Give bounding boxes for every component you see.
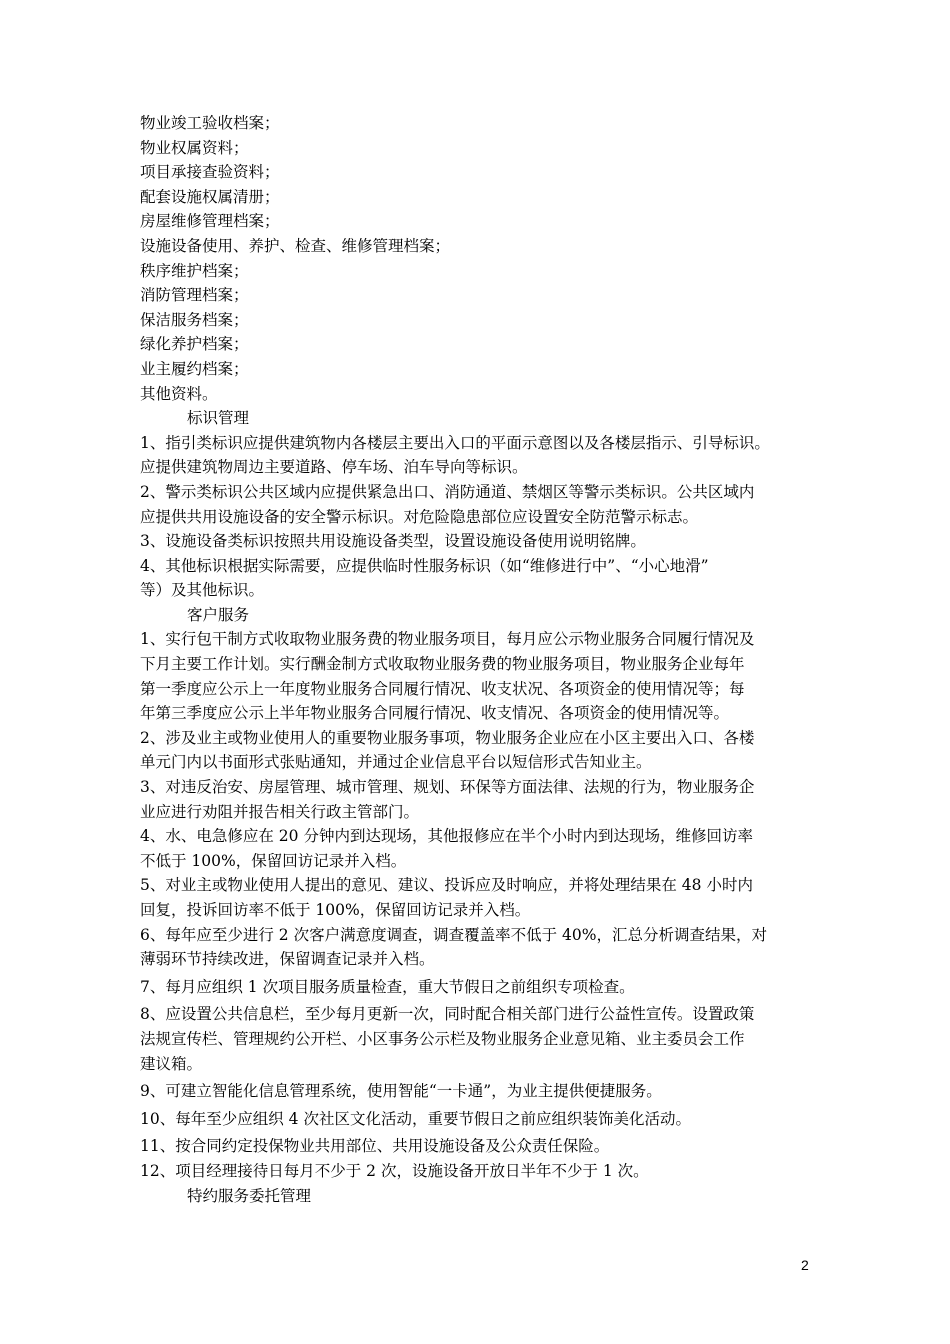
paragraph-line: 9、可建立智能化信息管理系统，使用智能“一卡通”，为业主提供便捷服务。 bbox=[140, 1082, 662, 1101]
paragraph-line: 应提供建筑物周边主要道路、停车场、泊车导向等标识。 bbox=[140, 458, 528, 477]
paragraph-line: 薄弱环节持续改进，保留调查记录并入档。 bbox=[140, 950, 435, 969]
signage-list bbox=[140, 431, 830, 603]
paragraph-line: 年第三季度应公示上半年物业服务合同履行情况、收支情况、各项资金的使用情况等。 bbox=[140, 704, 730, 723]
paragraph-line: 1、实行包干制方式收取物业服务费的物业服务项目，每月应公示物业服务合同履行情况及 bbox=[140, 630, 755, 649]
paragraph-line: 1、指引类标识应提供建筑物内各楼层主要出入口的平面示意图以及各楼层指示、引导标识。 bbox=[140, 433, 770, 452]
page-number: 2 bbox=[801, 1257, 809, 1273]
archive-item: 配套设施权属清册； bbox=[140, 187, 280, 206]
archive-item: 消防管理档案； bbox=[140, 286, 249, 305]
list-item bbox=[140, 1159, 830, 1184]
archive-item: 设施设备使用、养护、检查、维修管理档案； bbox=[140, 236, 451, 255]
section-heading-signage: 标识管理 bbox=[187, 409, 250, 428]
customer-service-list bbox=[140, 627, 830, 1183]
archive-item: 物业权属资料； bbox=[140, 138, 249, 157]
archive-item: 业主履约档案； bbox=[140, 359, 249, 378]
archive-list bbox=[140, 111, 830, 406]
paragraph-line: 7、每月应组织 1 次项目服务质量检查，重大节假日之前组织专项检查。 bbox=[140, 977, 635, 996]
paragraph-line: 建议箱。 bbox=[140, 1054, 203, 1073]
list-item bbox=[140, 1107, 830, 1132]
list-item bbox=[140, 1134, 830, 1159]
archive-item: 秩序维护档案； bbox=[140, 261, 249, 280]
paragraph-line: 业应进行劝阻并报告相关行政主管部门。 bbox=[140, 802, 420, 821]
paragraph-line: 4、水、电急修应在 20 分钟内到达现场，其他报修应在半个小时内到达现场，维修回访率 bbox=[140, 827, 753, 846]
archive-item: 房屋维修管理档案； bbox=[140, 212, 280, 231]
paragraph-line: 回复，投诉回访率不低于 100%，保留回访记录并入档。 bbox=[140, 901, 531, 919]
archive-item: 项目承接查验资料； bbox=[140, 163, 280, 182]
list-item bbox=[140, 975, 830, 1000]
paragraph-line: 3、对违反治安、房屋管理、城市管理、规划、环保等方面法律、法规的行为，物业服务企 bbox=[140, 778, 755, 797]
archive-item: 绿化养护档案； bbox=[140, 335, 249, 354]
list-item bbox=[140, 480, 830, 529]
list-item bbox=[140, 923, 830, 972]
paragraph-line: 10、每年至少应组织 4 次社区文化活动，重要节假日之前应组织装饰美化活动。 bbox=[140, 1109, 691, 1128]
list-item bbox=[140, 431, 830, 480]
body-text bbox=[140, 111, 830, 1208]
list-item bbox=[140, 1002, 830, 1076]
paragraph-line: 2、涉及业主或物业使用人的重要物业服务事项，物业服务企业应在小区主要出入口、各楼 bbox=[140, 728, 755, 747]
paragraph-line: 12、项目经理接待日每月不少于 2 次，设施设备开放日半年不少于 1 次。 bbox=[140, 1161, 649, 1180]
list-item bbox=[140, 824, 830, 873]
section-heading-special-service: 特约服务委托管理 bbox=[187, 1186, 312, 1205]
list-item bbox=[140, 529, 830, 554]
paragraph-line: 4、其他标识根据实际需要，应提供临时性服务标识（如“维修进行中”、“小心地滑” bbox=[140, 556, 709, 575]
list-item bbox=[140, 873, 830, 922]
paragraph-line: 5、对业主或物业使用人提出的意见、建议、投诉应及时响应，并将处理结果在 48 小时内 bbox=[140, 876, 753, 895]
paragraph-line: 6、每年应至少进行 2 次客户满意度调查，调查覆盖率不低于 40%，汇总分析调查结果，对 bbox=[140, 925, 767, 944]
paragraph-line: 11、按合同约定投保物业共用部位、共用设施设备及公众责任保险。 bbox=[140, 1137, 610, 1156]
paragraph-line: 8、应设置公共信息栏，至少每月更新一次，同时配合相关部门进行公益性宣传。设置政策 bbox=[140, 1005, 755, 1024]
paragraph-line: 单元门内以书面形式张贴通知，并通过企业信息平台以短信形式告知业主。 bbox=[140, 753, 652, 772]
list-item bbox=[140, 627, 830, 725]
paragraph-line: 3、设施设备类标识按照共用设施设备类型，设置设施设备使用说明铭牌。 bbox=[140, 532, 646, 551]
list-item bbox=[140, 1079, 830, 1104]
list-item bbox=[140, 775, 830, 824]
paragraph-line: 2、警示类标识公共区域内应提供紧急出口、消防通道、禁烟区等警示类标识。公共区域内 bbox=[140, 482, 755, 501]
paragraph-line: 第一季度应公示上一年度物业服务合同履行情况、收支状况、各项资金的使用情况等；每 bbox=[140, 679, 745, 698]
paragraph-line: 法规宣传栏、管理规约公开栏、小区事务公示栏及物业服务企业意见箱、业主委员会工作 bbox=[140, 1029, 745, 1048]
paragraph-line: 下月主要工作计划。实行酬金制方式收取物业服务费的物业服务项目，物业服务企业每年 bbox=[140, 655, 745, 674]
paragraph-line: 等）及其他标识。 bbox=[140, 581, 265, 600]
list-item bbox=[140, 726, 830, 775]
section-heading-customer-service: 客户服务 bbox=[187, 605, 250, 624]
archive-item: 其他资料。 bbox=[140, 384, 218, 403]
paragraph-line: 不低于 100%，保留回访记录并入档。 bbox=[140, 851, 407, 870]
archive-item: 物业竣工验收档案； bbox=[140, 114, 280, 132]
archive-item: 保洁服务档案； bbox=[140, 310, 249, 329]
list-item bbox=[140, 554, 830, 603]
paragraph-line: 应提供共用设施设备的安全警示标识。对危险隐患部位应设置安全防范警示标志。 bbox=[140, 507, 699, 526]
